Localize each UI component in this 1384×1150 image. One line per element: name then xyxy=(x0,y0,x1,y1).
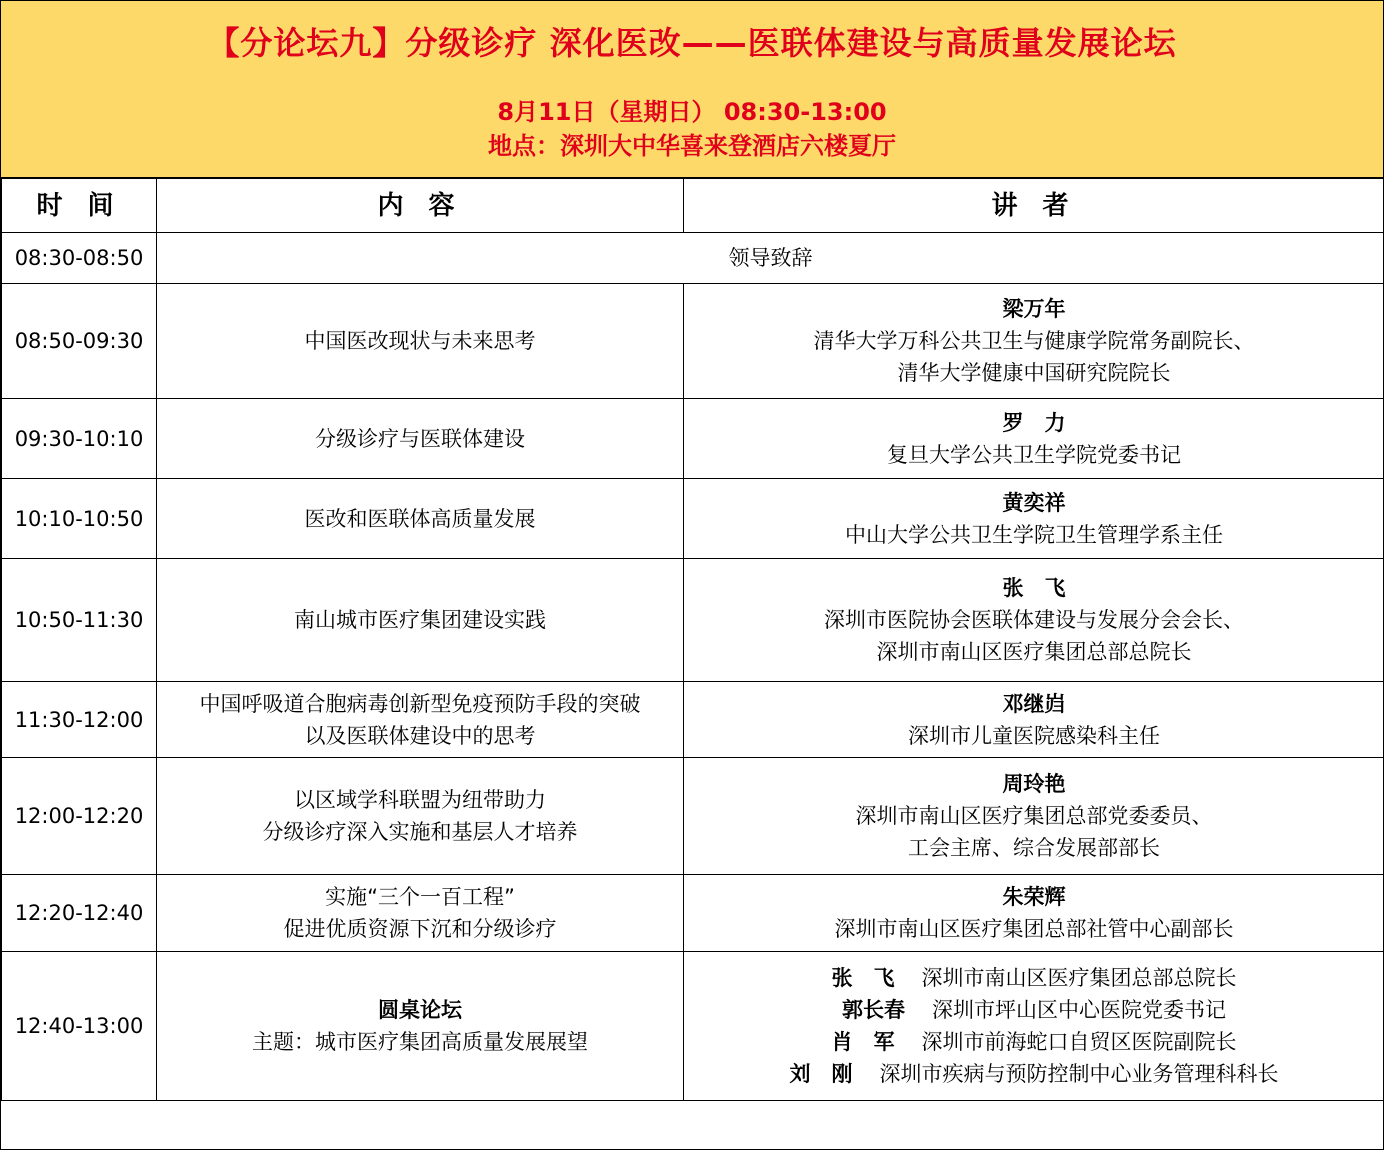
speaker-name: 朱荣辉 xyxy=(1002,885,1066,909)
content-line: 中国呼吸道合胞病毒创新型免疫预防手段的突破 xyxy=(199,691,641,716)
agenda-header xyxy=(1,0,1383,178)
row-time: 08:30-08:50 xyxy=(2,233,157,284)
panelist-name: 刘 刚 xyxy=(789,1062,853,1086)
row-speaker xyxy=(684,399,1384,479)
content-line: 分级诊疗深入实施和基层人才培养 xyxy=(262,820,578,844)
row-content: 分级诊疗与医联体建设 xyxy=(157,399,684,479)
forum-date: 8月11日（星期日） 08:30-13:00 xyxy=(497,98,887,126)
row-content xyxy=(157,875,684,952)
row-time: 09:30-10:10 xyxy=(2,399,157,479)
speaker-name: 张 飞 xyxy=(1002,576,1066,600)
speaker-title: 中山大学公共卫生学院卫生管理学系主任 xyxy=(845,522,1223,547)
speaker-name: 黄奕祥 xyxy=(1002,490,1066,515)
table-row xyxy=(2,682,1384,758)
row-content xyxy=(157,952,684,1101)
row-speaker xyxy=(684,284,1384,399)
row-speaker xyxy=(684,559,1384,682)
header-time: 时 间 xyxy=(2,179,157,233)
row-content xyxy=(157,758,684,875)
row-time: 12:40-13:00 xyxy=(2,952,157,1101)
speaker-title: 深圳市医院协会医联体建设与发展分会会长、 xyxy=(824,608,1244,632)
row-content xyxy=(157,682,684,758)
table-row xyxy=(2,559,1384,682)
speaker-title: 深圳市南山区医疗集团总部总院长 xyxy=(876,640,1192,664)
row-speaker xyxy=(684,758,1384,875)
speaker-title: 工会主席、综合发展部部长 xyxy=(908,836,1160,860)
content-line: 促进优质资源下沉和分级诊疗 xyxy=(283,917,557,941)
roundtable-row xyxy=(2,952,1384,1101)
row-content: 中国医改现状与未来思考 xyxy=(157,284,684,399)
speaker-title: 复旦大学公共卫生学院党委书记 xyxy=(887,442,1181,467)
speaker-title: 深圳市儿童医院感染科主任 xyxy=(908,723,1160,748)
content-line: 实施“三个一百工程” xyxy=(325,885,515,909)
table-row xyxy=(2,399,1384,479)
speaker-name: 梁万年 xyxy=(1002,297,1066,321)
table-row xyxy=(2,758,1384,875)
panelist xyxy=(688,1058,1380,1090)
forum-title: 【分论坛九】分级诊疗 深化医改——医联体建设与高质量发展论坛 xyxy=(207,24,1177,62)
row-time: 12:00-12:20 xyxy=(2,758,157,875)
row-time: 08:50-09:30 xyxy=(2,284,157,399)
content-line: 以及医联体建设中的思考 xyxy=(304,723,536,748)
row-time: 11:30-12:00 xyxy=(2,682,157,758)
panelist xyxy=(688,994,1380,1026)
roundtable-title: 圆桌论坛 xyxy=(378,998,462,1022)
panelist-title: 深圳市坪山区中心医院党委书记 xyxy=(932,998,1226,1022)
panelist xyxy=(688,1026,1380,1058)
panelist-name: 张 飞 xyxy=(831,966,895,990)
table-row xyxy=(2,284,1384,399)
speaker-name: 邓继岿 xyxy=(1002,691,1066,716)
speaker-name: 周玲艳 xyxy=(1002,772,1066,796)
content-line: 以区域学科联盟为纽带助力 xyxy=(294,788,546,812)
speaker-title: 清华大学健康中国研究院院长 xyxy=(897,361,1171,385)
agenda-table xyxy=(1,178,1384,1101)
forum-venue: 地点：深圳大中华喜来登酒店六楼夏厅 xyxy=(488,132,896,160)
speaker-title: 深圳市南山区医疗集团总部党委委员、 xyxy=(855,804,1213,828)
speaker-title: 深圳市南山区医疗集团总部社管中心副部长 xyxy=(834,917,1234,941)
panelist-title: 深圳市前海蛇口自贸区医院副院长 xyxy=(921,1030,1237,1054)
row-speaker xyxy=(684,952,1384,1101)
speaker-title: 清华大学万科公共卫生与健康学院常务副院长、 xyxy=(813,329,1255,353)
panelist-title: 深圳市疾病与预防控制中心业务管理科科长 xyxy=(879,1062,1279,1086)
row-time: 10:10-10:50 xyxy=(2,479,157,559)
row-content: 领导致辞 xyxy=(157,233,1384,284)
row-time: 10:50-11:30 xyxy=(2,559,157,682)
panelist-title: 深圳市南山区医疗集团总部总院长 xyxy=(921,966,1237,990)
row-speaker xyxy=(684,682,1384,758)
row-content: 医改和医联体高质量发展 xyxy=(157,479,684,559)
speaker-name: 罗 力 xyxy=(1002,410,1066,435)
panelist-name: 肖 军 xyxy=(831,1030,895,1054)
table-row xyxy=(2,875,1384,952)
header-content: 内 容 xyxy=(157,179,684,233)
header-speaker: 讲 者 xyxy=(684,179,1384,233)
row-speaker xyxy=(684,875,1384,952)
row-time: 12:20-12:40 xyxy=(2,875,157,952)
table-row xyxy=(2,233,1384,284)
table-row xyxy=(2,479,1384,559)
row-speaker xyxy=(684,479,1384,559)
panelist xyxy=(688,962,1380,994)
row-content: 南山城市医疗集团建设实践 xyxy=(157,559,684,682)
table-header-row xyxy=(2,179,1384,233)
roundtable-theme: 主题：城市医疗集团高质量发展展望 xyxy=(252,1030,588,1054)
panelist-name: 郭长春 xyxy=(842,998,905,1022)
